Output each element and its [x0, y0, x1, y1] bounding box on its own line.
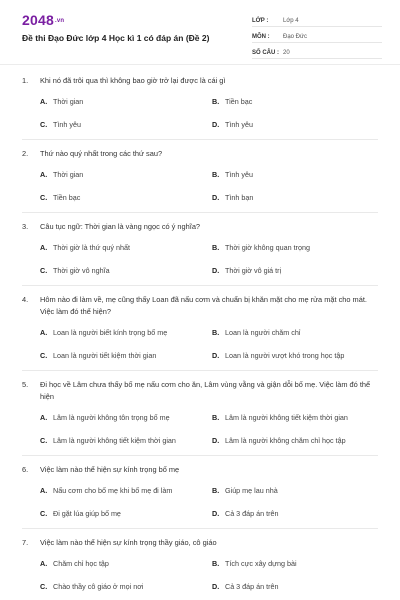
- answer-option[interactable]: [212, 243, 384, 253]
- question-number: 6.: [22, 465, 29, 474]
- question-divider: [22, 455, 378, 456]
- answer-option[interactable]: [212, 97, 384, 107]
- answer-option[interactable]: [212, 436, 384, 446]
- answer-letter: A.: [40, 413, 48, 422]
- answer-letter: D.: [212, 509, 220, 518]
- answer-text: Thời giờ vô nghĩa: [53, 266, 110, 275]
- answer-text: Lâm là người không tôn trọng bố mẹ: [53, 413, 170, 422]
- answer-letter: A.: [40, 328, 48, 337]
- question-number: 7.: [22, 538, 29, 547]
- answer-option[interactable]: [40, 559, 212, 569]
- question-item: [0, 464, 400, 529]
- question-text: [22, 379, 378, 403]
- answer-letter: C.: [40, 266, 48, 275]
- answer-text: Tình yêu: [225, 170, 253, 179]
- site-logo[interactable]: [22, 12, 64, 28]
- meta-value: Lớp 4: [283, 18, 299, 24]
- answer-letter: C.: [40, 436, 48, 445]
- meta-row-count: [252, 46, 382, 59]
- answer-option[interactable]: [212, 582, 384, 592]
- answer-text: Tình yêu: [225, 120, 253, 129]
- answer-text: Chăm chỉ học tập: [53, 559, 109, 568]
- answer-option[interactable]: [40, 170, 212, 180]
- header-divider: [0, 64, 400, 65]
- answer-option[interactable]: [40, 582, 212, 592]
- answer-text: Cả 3 đáp án trên: [225, 582, 279, 591]
- answer-option[interactable]: [40, 486, 212, 496]
- question-divider: [22, 285, 378, 286]
- answer-text: Loan là người chăm chỉ: [225, 328, 301, 337]
- answer-text: Loan là người biết kính trọng bố mẹ: [53, 328, 168, 337]
- answer-options: [40, 170, 378, 203]
- question-text: [22, 464, 378, 476]
- question-item: [0, 75, 400, 140]
- meta-value: Đạo Đức: [283, 34, 308, 40]
- question-list: [0, 75, 400, 592]
- answer-text: Cả 3 đáp án trên: [225, 509, 279, 518]
- answer-text: Tích cực xây dựng bài: [225, 559, 297, 568]
- answer-letter: C.: [40, 351, 48, 360]
- answer-text: Chào thầy cô giáo ở mọi nơi: [53, 582, 144, 591]
- question-body: Câu tục ngữ: Thời gian là vàng ngọc có ý nghĩa?: [40, 222, 201, 231]
- answer-letter: C.: [40, 120, 48, 129]
- meta-row-class: [252, 14, 382, 27]
- meta-value: 20: [283, 50, 290, 56]
- answer-letter: B.: [212, 413, 220, 422]
- exam-meta: [252, 14, 382, 62]
- question-item: [0, 221, 400, 286]
- answer-letter: A.: [40, 170, 48, 179]
- answer-text: Tiền bạc: [225, 97, 253, 106]
- answer-option[interactable]: [40, 436, 212, 446]
- answer-option[interactable]: [212, 351, 384, 361]
- answer-option[interactable]: [40, 193, 212, 203]
- answer-text: Thời gian: [53, 170, 84, 179]
- question-divider: [22, 212, 378, 213]
- answer-option[interactable]: [40, 97, 212, 107]
- page-title: Đề thi Đạo Đức lớp 4 Học kì 1 có đáp án (Đề 2): [22, 33, 210, 43]
- answer-option[interactable]: [212, 559, 384, 569]
- answer-letter: C.: [40, 193, 48, 202]
- question-text: [22, 537, 378, 549]
- question-divider: [22, 370, 378, 371]
- answer-text: Loan là người vượt khó trong học tập: [225, 351, 345, 360]
- answer-options: [40, 328, 378, 361]
- question-body: Việc làm nào thể hiện sự kính trọng thầy giáo, cô giáo: [40, 538, 217, 547]
- answer-text: Thời giờ không quan trọng: [225, 243, 310, 252]
- answer-option[interactable]: [212, 328, 384, 338]
- answer-option[interactable]: [40, 351, 212, 361]
- question-number: 4.: [22, 295, 29, 304]
- answer-option[interactable]: [212, 193, 384, 203]
- answer-letter: B.: [212, 97, 220, 106]
- meta-label: SỐ CÂU :: [252, 50, 279, 56]
- answer-option[interactable]: [212, 413, 384, 423]
- answer-letter: C.: [40, 582, 48, 591]
- answer-text: Giúp mẹ lau nhà: [225, 486, 278, 495]
- answer-text: Tình bạn: [225, 193, 254, 202]
- answer-text: Thời gian: [53, 97, 84, 106]
- answer-text: Lâm là người không tiết kiệm thời gian: [53, 436, 176, 445]
- answer-letter: B.: [212, 486, 220, 495]
- question-text: [22, 148, 378, 160]
- answer-letter: B.: [212, 328, 220, 337]
- question-text: [22, 294, 378, 318]
- answer-text: Tình yêu: [53, 120, 81, 129]
- answer-letter: A.: [40, 486, 48, 495]
- answer-text: Thời giờ là thứ quý nhất: [53, 243, 130, 252]
- question-body: Khi nó đã trôi qua thì không bao giờ trở lại được là cái gì: [40, 76, 226, 85]
- answer-option[interactable]: [40, 413, 212, 423]
- question-divider: [22, 139, 378, 140]
- answer-letter: A.: [40, 97, 48, 106]
- answer-option[interactable]: [40, 243, 212, 253]
- answer-option[interactable]: [40, 266, 212, 276]
- question-body: Đi học về Lâm chưa thấy bố mẹ nấu cơm cho ăn, Lâm vùng vằng và giận dỗi bố mẹ. Việc làm đó thể hiện: [40, 380, 371, 401]
- answer-letter: D.: [212, 266, 220, 275]
- answer-letter: D.: [212, 582, 220, 591]
- answer-option[interactable]: [212, 170, 384, 180]
- question-number: 5.: [22, 380, 29, 389]
- answer-text: Thời giờ vô giá trị: [225, 266, 282, 275]
- answer-options: [40, 413, 378, 446]
- answer-letter: C.: [40, 509, 48, 518]
- question-item: [0, 379, 400, 456]
- answer-options: [40, 97, 378, 130]
- answer-letter: A.: [40, 559, 48, 568]
- answer-option[interactable]: [212, 509, 384, 519]
- answer-options: [40, 243, 378, 276]
- answer-option[interactable]: [40, 120, 212, 130]
- answer-letter: A.: [40, 243, 48, 252]
- answer-letter: D.: [212, 436, 220, 445]
- answer-text: Tiền bạc: [53, 193, 81, 202]
- question-text: [22, 75, 378, 87]
- meta-row-subject: [252, 30, 382, 43]
- answer-text: Lâm là người không tiết kiệm thời gian: [225, 413, 348, 422]
- question-body: Việc làm nào thể hiện sự kính trọng bố mẹ: [40, 465, 180, 474]
- logo-suffix: .vn: [54, 18, 65, 25]
- question-body: Hôm nào đi làm về, mẹ cũng thấy Loan đã nấu cơm và chuẩn bị khăn mặt cho mẹ rửa mặt cho mát. Việc làm đó thể hiện?: [40, 295, 367, 316]
- answer-text: Nấu cơm cho bố mẹ khi bố mẹ đi làm: [53, 486, 173, 495]
- logo-main: 2048: [22, 12, 54, 28]
- answer-options: [40, 486, 378, 519]
- answer-letter: D.: [212, 193, 220, 202]
- answer-text: Đi gặt lúa giúp bố mẹ: [53, 509, 121, 518]
- answer-option[interactable]: [212, 266, 384, 276]
- answer-letter: B.: [212, 170, 220, 179]
- answer-option[interactable]: [212, 120, 384, 130]
- question-text: [22, 221, 378, 233]
- answer-letter: D.: [212, 120, 220, 129]
- answer-option[interactable]: [212, 486, 384, 496]
- answer-letter: D.: [212, 351, 220, 360]
- question-body: Thứ nào quý nhất trong các thứ sau?: [40, 149, 163, 158]
- answer-text: Lâm là người không chăm chỉ học tập: [225, 436, 346, 445]
- answer-option[interactable]: [40, 328, 212, 338]
- question-item: [0, 537, 400, 592]
- answer-letter: B.: [212, 559, 220, 568]
- answer-letter: B.: [212, 243, 220, 252]
- answer-option[interactable]: [40, 509, 212, 519]
- document-header: [0, 0, 400, 78]
- question-divider: [22, 528, 378, 529]
- answer-text: Loan là người tiết kiệm thời gian: [53, 351, 157, 360]
- question-item: [0, 148, 400, 213]
- meta-label: MÔN :: [252, 34, 270, 40]
- answer-options: [40, 559, 378, 592]
- question-number: 2.: [22, 149, 29, 158]
- question-number: 3.: [22, 222, 29, 231]
- question-item: [0, 294, 400, 371]
- meta-label: LỚP :: [252, 18, 269, 24]
- question-number: 1.: [22, 76, 29, 85]
